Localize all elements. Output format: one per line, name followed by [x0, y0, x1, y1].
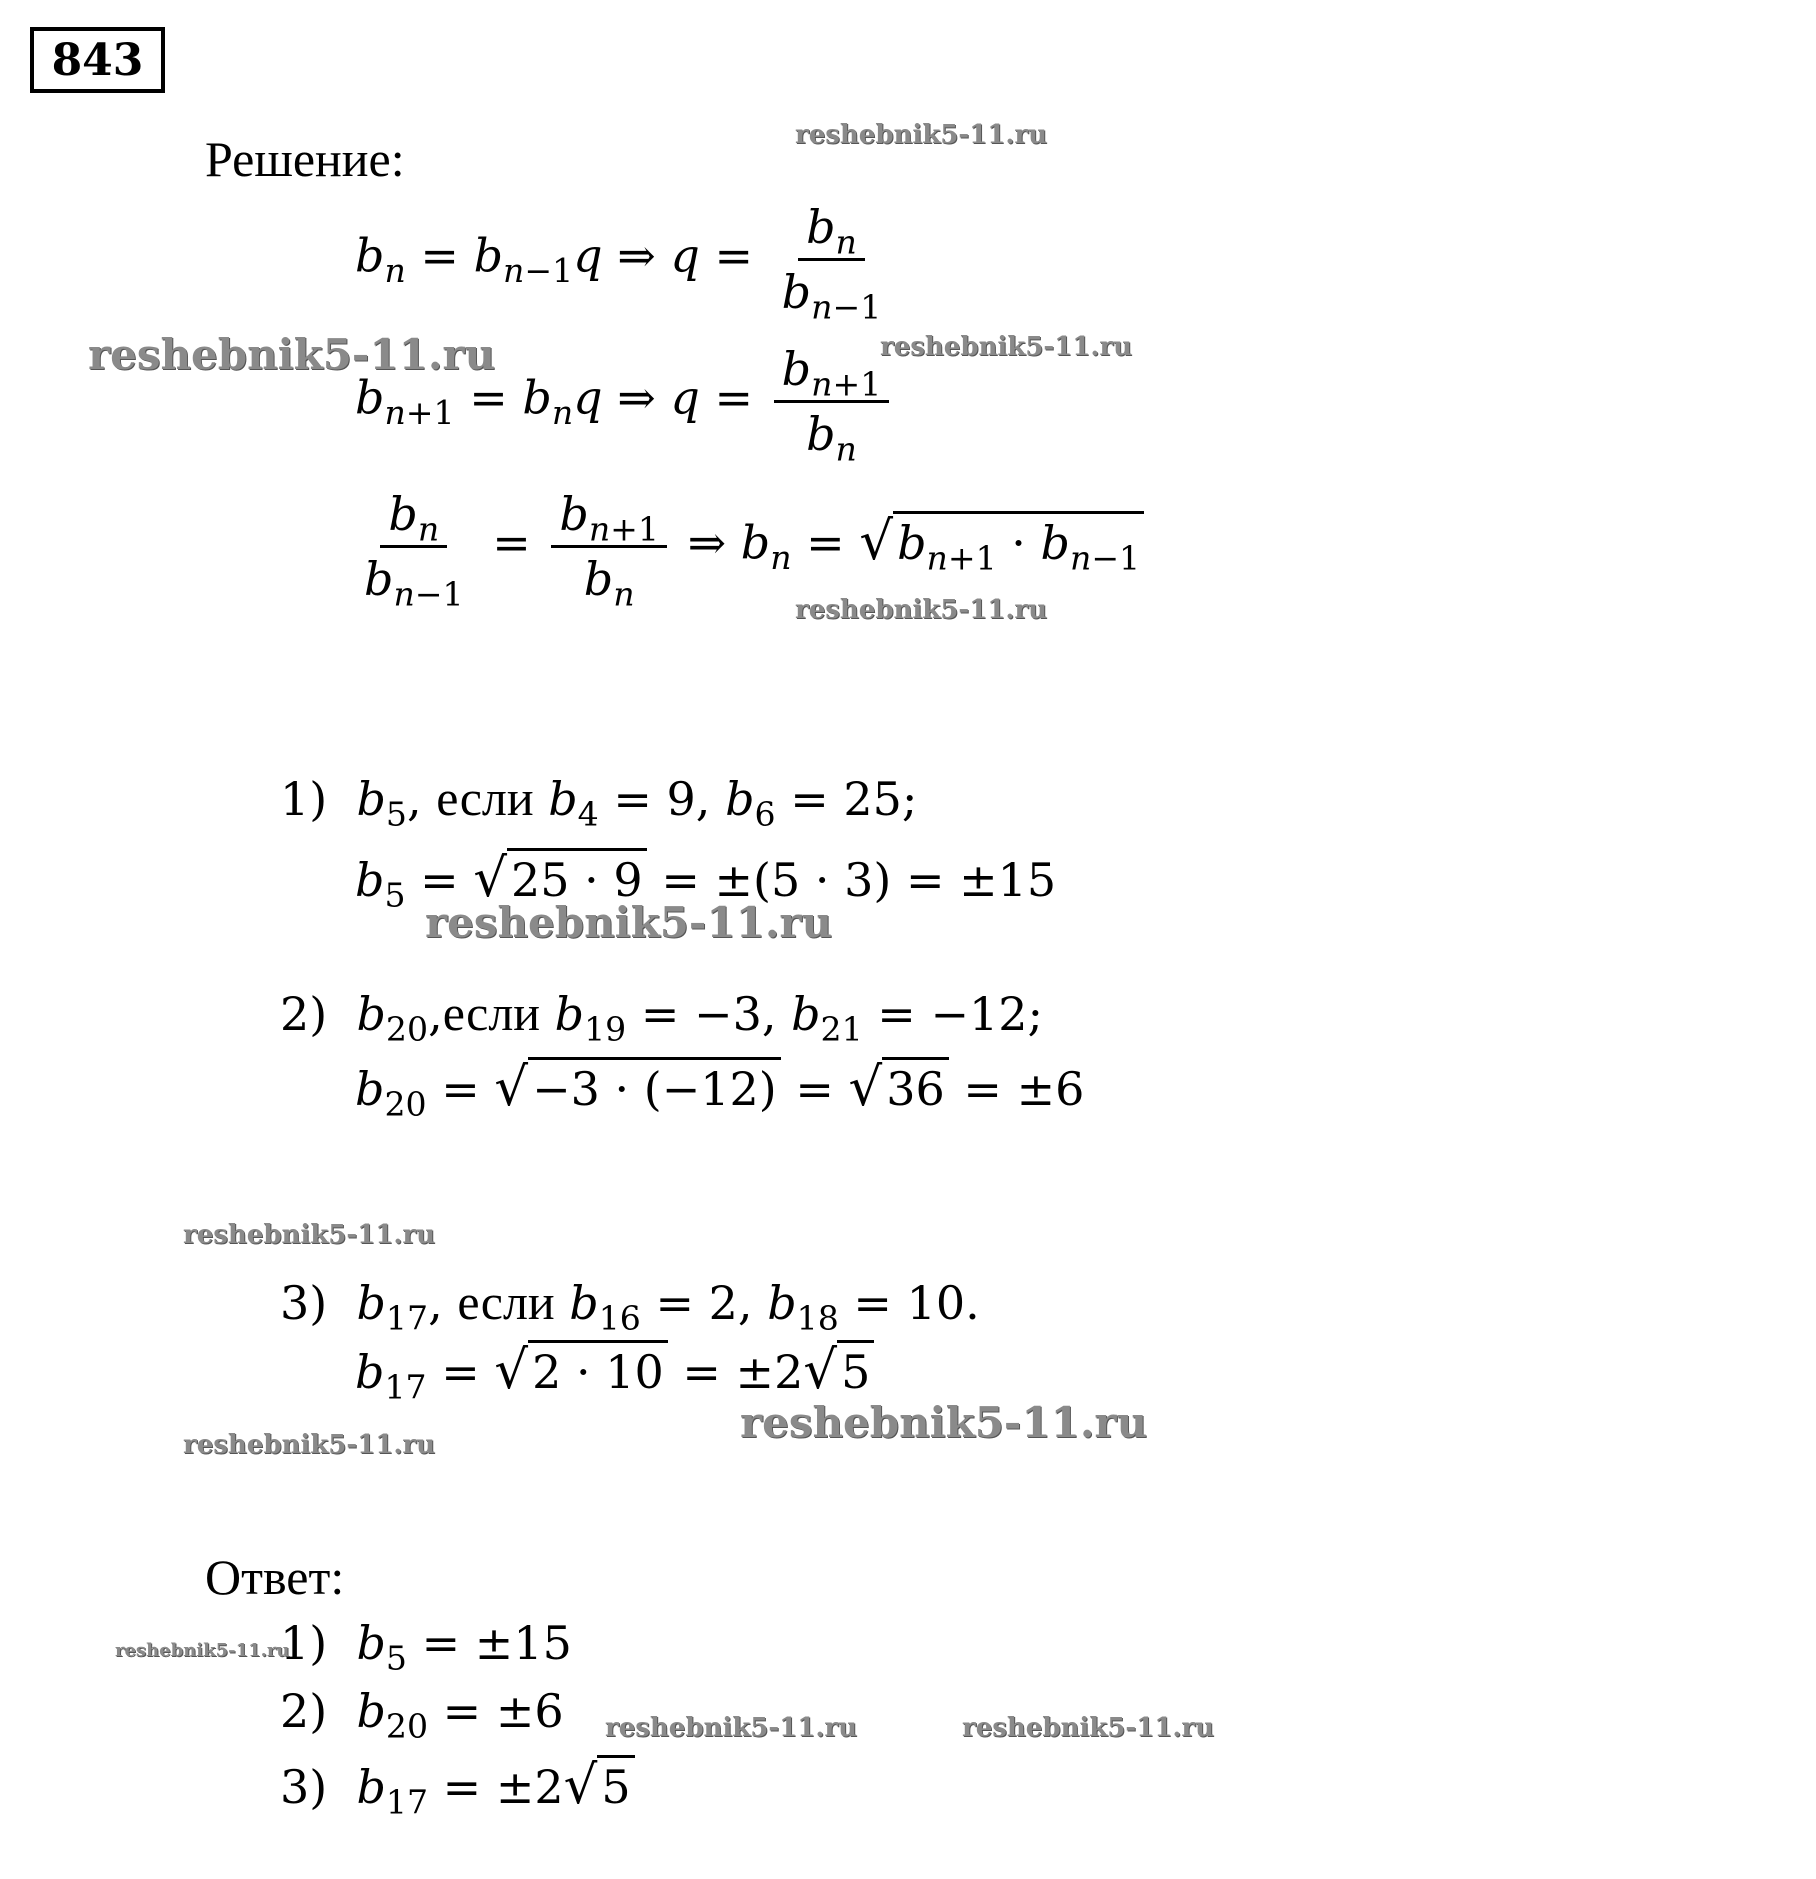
item-3-number: 3) — [280, 1276, 328, 1330]
derivation-line-2: $b_{n+1} = b_nq$ ⇒ q = $\frac{b_{n+1}}{b_n}$ — [355, 338, 895, 465]
fraction-q-1: $\frac{b_n}{b_{n-1}}$ — [774, 196, 890, 323]
watermark: reshebnik5-11.ru — [425, 898, 833, 947]
watermark: reshebnik5-11.ru — [740, 1398, 1148, 1447]
watermark: reshebnik5-11.ru — [115, 1640, 290, 1661]
word-if: если — [457, 1274, 555, 1330]
watermark: reshebnik5-11.ru — [880, 332, 1133, 362]
watermark: reshebnik5-11.ru — [183, 1430, 436, 1460]
watermark: reshebnik5-11.ru — [605, 1713, 858, 1743]
answer-heading: Ответ: — [205, 1549, 345, 1605]
watermark: reshebnik5-11.ru — [183, 1220, 436, 1250]
item-3-given: 3) $b_{17}$, если $b_{16} = 2$, $b_{18} = 10$. — [280, 1274, 980, 1338]
problem-number: 843 — [30, 27, 165, 93]
item-1-solution: $b_5 = √25 \cdot 9 = \pm(5 \cdot 3) = \pm 15$ — [355, 848, 1057, 915]
item-2-solution: $b_{20} = √-3 \cdot (-12) = √36 = \pm 6$ — [355, 1057, 1085, 1124]
watermark: reshebnik5-11.ru — [795, 120, 1048, 150]
item-3-solution: $b_{17} = √2 \cdot 10 = \pm 2√5$ — [355, 1345, 874, 1398]
fraction-ratio-2: $\frac{b_{n+1}}{b_n}$ — [551, 483, 667, 610]
sqrt-geometric-mean: $√b_{n+1} \cdot b_{n-1}$ — [859, 516, 1144, 569]
watermark: reshebnik5-11.ru — [795, 595, 1048, 625]
answer-3: 3) $b_{17} = \pm 2√5$ — [280, 1760, 635, 1813]
item-1-given: 1) $b_5$, если $b_4 = 9$, $b_6 = 25$; — [280, 770, 918, 834]
fraction-ratio-1: $\frac{b_n}{b_{n-1}}$ — [356, 483, 472, 610]
derivation-line-1: $b_n = b_{n-1}q$ ⇒ q = $\frac{b_n}{b_{n-1}}$ — [355, 196, 895, 323]
answer-2: 2) $b_{20} = \pm 6$ — [280, 1684, 564, 1746]
item-2-given: 2) $b_{20},если$ $b_{19} = -3$, $b_{21} = -12$; — [280, 985, 1044, 1049]
item-1-number: 1) — [280, 772, 328, 826]
word-if: если — [436, 770, 534, 826]
solution-heading: Решение: — [205, 131, 405, 187]
answer-1: 1) $b_5 = \pm 15$ — [280, 1616, 572, 1678]
item-2-number: 2) — [280, 987, 328, 1041]
watermark: reshebnik5-11.ru — [962, 1713, 1215, 1743]
word-if: если — [442, 985, 541, 1041]
watermark: reshebnik5-11.ru — [88, 330, 496, 379]
derivation-line-3: $\frac{b_n}{b_{n-1}}$ = $\frac{b_{n+1}}{b_n}$ ⇒ $b_n = √b_{n+1} \cdot b_{n-1}$ — [350, 483, 1144, 610]
fraction-q-2: $\frac{b_{n+1}}{b_n}$ — [774, 338, 890, 465]
